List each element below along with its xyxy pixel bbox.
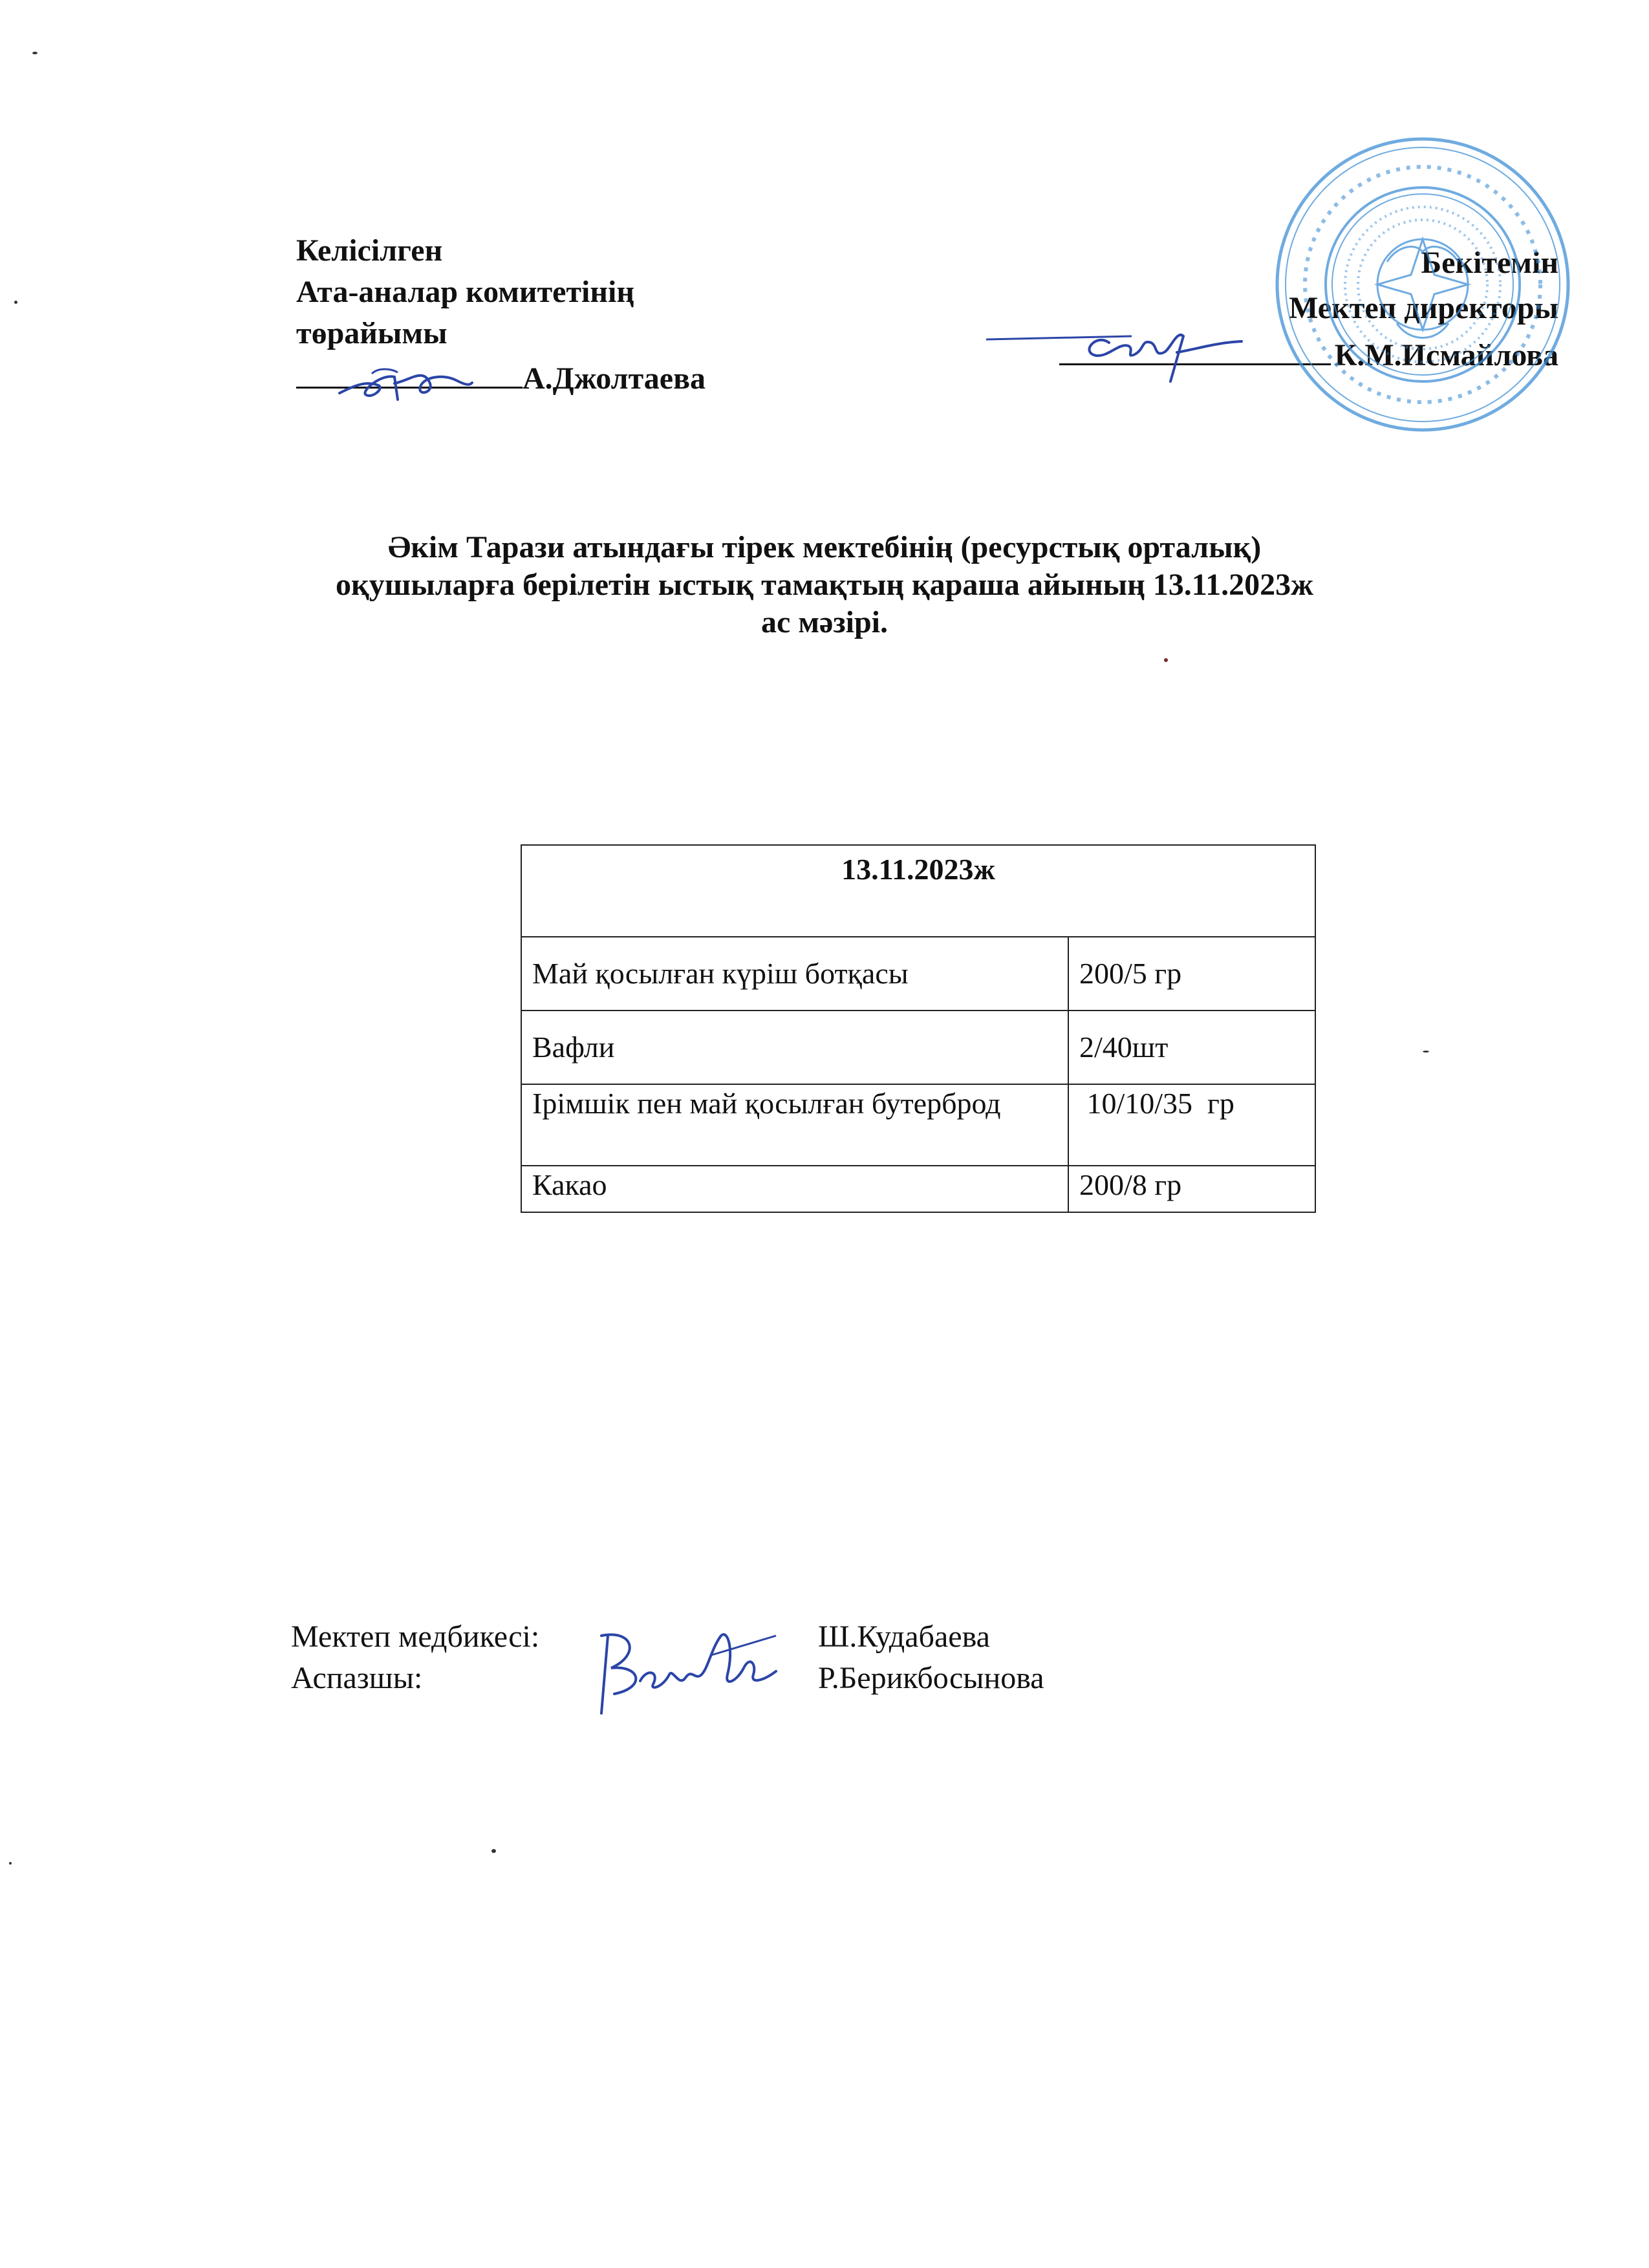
dish-portion: 200/5 гр — [1068, 937, 1315, 1011]
dish-portion: 10/10/35 гр — [1068, 1084, 1315, 1166]
scan-speck — [1423, 1051, 1429, 1053]
scan-speck — [491, 1849, 496, 1853]
nurse-role: Мектеп медбикесі: — [291, 1620, 540, 1654]
scan-speck — [32, 52, 38, 54]
menu-date-header: 13.11.2023ж — [521, 845, 1315, 937]
chairwoman-signature — [333, 354, 475, 412]
committee-label: Ата-аналар комитетінің — [296, 275, 635, 309]
document-title — [194, 529, 1455, 641]
approved-label: Бекітемін — [1421, 246, 1558, 280]
menu-table — [521, 844, 1316, 1213]
cook-name: Р.Берикбосынова — [818, 1661, 1044, 1695]
dish-portion: 2/40шт — [1068, 1011, 1315, 1084]
director-label: Мектеп директоры — [1289, 291, 1558, 325]
director-name: К.М.Исмайлова — [1334, 338, 1558, 372]
title-line-2: оқушыларға берілетін ыстық тамақтың қараша айының 13.11.2023ж — [336, 568, 1313, 602]
dish-portion: 200/8 гр — [1068, 1166, 1315, 1212]
scan-speck — [9, 1862, 12, 1865]
nurse-name: Ш.Кудабаева — [818, 1620, 990, 1654]
title-line-3: ас мәзірі. — [761, 605, 888, 639]
title-line-1: Әкім Тарази атындағы тірек мектебінің (ресурстық орталық) — [387, 530, 1262, 564]
dish-name: Вафли — [521, 1011, 1068, 1084]
scan-speck — [1164, 658, 1168, 662]
agreed-label: Келісілген — [296, 233, 443, 268]
table-row — [521, 1166, 1315, 1212]
dish-name: Май қосылған күріш ботқасы — [521, 937, 1068, 1011]
chairwoman-name: А.Джолтаева — [523, 361, 706, 396]
chairwoman-label: төрайымы — [296, 316, 447, 350]
dish-name: Ірімшік пен май қосылған бутерброд — [521, 1084, 1068, 1166]
school-stamp — [1267, 129, 1578, 440]
director-signature — [983, 317, 1280, 388]
cook-role: Аспазшы: — [291, 1661, 423, 1695]
staff-signature — [582, 1610, 795, 1739]
table-row — [521, 1011, 1315, 1084]
table-row — [521, 1084, 1315, 1166]
dish-name: Какао — [521, 1166, 1068, 1212]
table-row — [521, 937, 1315, 1011]
scan-speck — [14, 301, 17, 304]
